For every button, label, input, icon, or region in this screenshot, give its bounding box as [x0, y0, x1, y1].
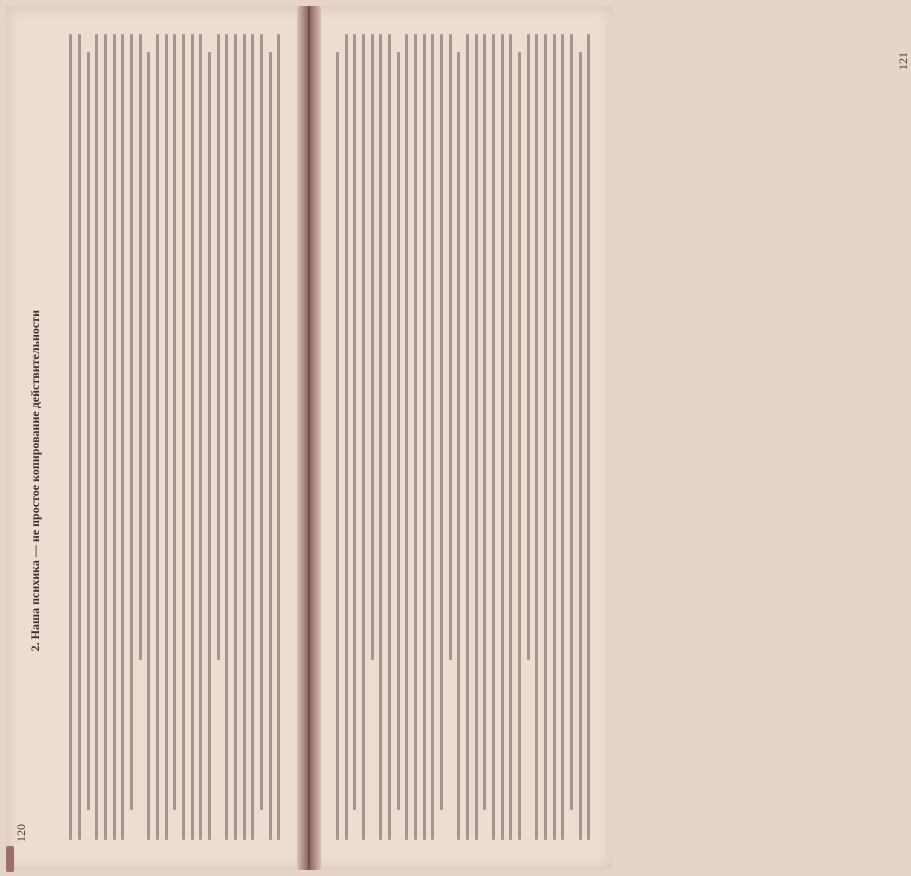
text-line [234, 34, 237, 840]
text-line [182, 34, 185, 840]
text-line [199, 34, 202, 840]
binding-mark [6, 846, 14, 872]
page-number-right: 121 [896, 52, 910, 70]
text-line [87, 52, 90, 810]
text-line [130, 34, 133, 810]
text-line [243, 34, 246, 840]
text-line [397, 52, 400, 810]
text-line [509, 34, 512, 840]
text-line [362, 34, 365, 840]
text-line [440, 34, 443, 810]
text-line [553, 34, 556, 840]
section-heading-container [18, 310, 52, 652]
text-line [457, 52, 460, 840]
section-heading: 2. Наша психика — не простое копирование действительности [28, 310, 42, 652]
text-line [225, 34, 228, 840]
text-line [260, 34, 263, 810]
text-line [165, 34, 168, 840]
text-line [466, 34, 469, 840]
text-line [405, 34, 408, 840]
text-line [527, 34, 530, 660]
text-line [587, 34, 590, 840]
page-number-left: 120 [14, 824, 28, 842]
text-line [345, 34, 348, 840]
text-line [501, 34, 504, 840]
text-line [147, 52, 150, 840]
text-line [191, 34, 194, 840]
text-line [208, 52, 211, 840]
text-line [277, 34, 280, 840]
text-line [139, 34, 142, 660]
text-line [113, 34, 116, 840]
text-line [251, 34, 254, 840]
text-line [104, 34, 107, 840]
text-line [570, 34, 573, 810]
text-line [156, 34, 159, 840]
text-line [379, 34, 382, 840]
book-spread [6, 6, 910, 870]
text-line [336, 52, 339, 840]
right-page [316, 6, 910, 870]
text-line [535, 34, 538, 840]
text-line [431, 34, 434, 840]
text-line [371, 34, 374, 660]
text-line [388, 34, 391, 840]
text-line [353, 34, 356, 810]
text-line [475, 34, 478, 840]
text-line [544, 34, 547, 840]
text-line [414, 34, 417, 840]
text-line [78, 34, 81, 840]
text-line [518, 52, 521, 840]
text-line [69, 34, 72, 840]
left-page [6, 6, 302, 870]
text-line [217, 34, 220, 660]
right-page-text [334, 34, 594, 840]
text-line [449, 34, 452, 660]
text-line [121, 34, 124, 840]
text-line [492, 34, 495, 840]
left-page-text [24, 34, 284, 840]
text-line [423, 34, 426, 840]
text-line [483, 34, 486, 810]
text-line [579, 52, 582, 840]
text-line [269, 52, 272, 840]
text-line [561, 34, 564, 840]
text-line [173, 34, 176, 810]
text-line [95, 34, 98, 840]
